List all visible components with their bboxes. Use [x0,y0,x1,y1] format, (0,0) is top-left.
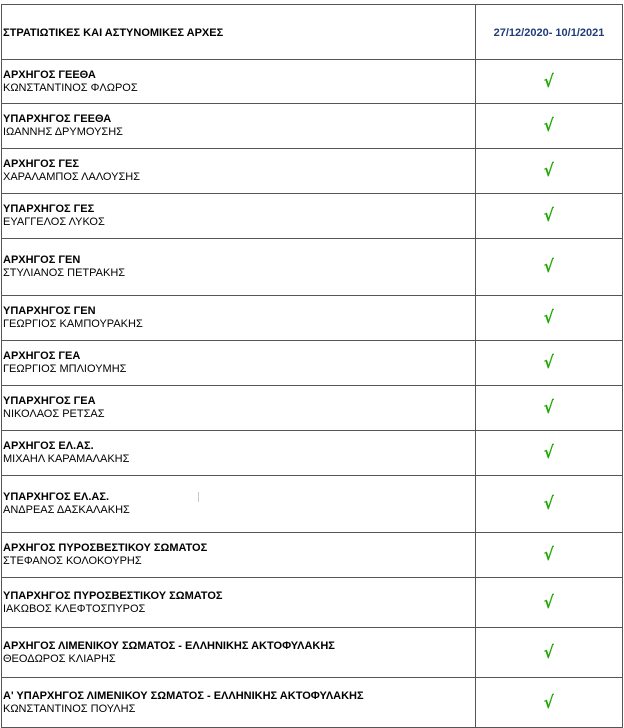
check-cell [476,628,623,678]
header-title: ΣΤΡΑΤΙΩΤΙΚΕΣ ΚΑΙ ΑΣΤΥΝΟΜΙΚΕΣ ΑΡΧΕΣ [3,27,224,39]
check-cell [476,533,623,578]
check-cell [476,386,623,431]
checkmark-icon: √ [543,257,555,277]
table-row [2,296,623,341]
official-cell [2,149,476,194]
official-cell [2,628,476,678]
official-name: ΧΑΡΑΛΑΜΠΟΣ ΛΑΛΟΥΣΗΣ [3,171,141,183]
checkmark-icon: √ [543,692,555,713]
official-rank: ΑΡΧΗΓΟΣ ΓΕΑ [3,350,81,362]
table-row [2,104,623,149]
official-rank: ΥΠΑΡΧΗΓΟΣ ΓΕΝ [3,305,96,317]
official-name: ΝΙΚΟΛΑΟΣ ΡΕΤΣΑΣ [3,408,105,420]
official-name: ΓΕΩΡΓΙΟΣ ΚΑΜΠΟΥΡΑΚΗΣ [3,318,143,330]
checkmark-icon: √ [543,545,555,565]
check-cell [476,149,623,194]
checkmark-icon: √ [543,308,555,328]
official-cell [2,678,476,728]
checkmark-icon: √ [543,116,555,136]
check-cell [476,194,623,239]
table-row [2,678,623,728]
official-rank: ΑΡΧΗΓΟΣ ΕΛ.ΑΣ. [3,440,94,452]
table-row [2,341,623,386]
checkmark-icon: √ [543,161,555,181]
official-rank: ΑΡΧΗΓΟΣ ΓΕΣ [3,158,79,170]
official-cell [2,533,476,578]
officials-table [1,4,623,728]
official-cell [2,431,476,476]
checkmark-icon: √ [543,592,555,613]
text-cursor-icon [198,492,200,502]
table-body [2,5,623,728]
official-name: ΙΑΚΩΒΟΣ ΚΛΕΦΤΟΣΠΥΡΟΣ [3,602,146,615]
check-cell [476,60,623,104]
official-rank: ΑΡΧΗΓΟΣ ΓΕΕΘΑ [3,68,96,81]
header-date-cell [476,5,623,60]
official-cell [2,386,476,431]
check-cell [476,341,623,386]
official-name: ΘΕΟΔΩΡΟΣ ΚΛΙΑΡΗΣ [3,652,116,665]
official-rank: ΥΠΑΡΧΗΓΟΣ ΕΛ.ΑΣ. [3,491,109,503]
official-rank: ΑΡΧΗΓΟΣ ΠΥΡΟΣΒΕΣΤΙΚΟΥ ΣΩΜΑΤΟΣ [3,542,208,554]
table-row [2,533,623,578]
official-rank: ΥΠΑΡΧΗΓΟΣ ΓΕΣ [3,203,95,215]
check-cell [476,296,623,341]
header-title-cell [2,5,476,60]
checkmark-icon: √ [543,398,555,418]
table-row [2,386,623,431]
table-row [2,431,623,476]
check-cell [476,476,623,533]
table-row [2,628,623,678]
official-cell [2,578,476,628]
official-cell [2,341,476,386]
check-cell [476,431,623,476]
table-row [2,578,623,628]
official-name: ΓΕΩΡΓΙΟΣ ΜΠΛΙΟΥΜΗΣ [3,363,127,375]
official-name: ΣΤΕΦΑΝΟΣ ΚΟΛΟΚΟΥΡΗΣ [3,555,142,567]
table-row [2,239,623,296]
official-name: ΚΩΝΣΤΑΝΤΙΝΟΣ ΦΛΩΡΟΣ [3,81,138,94]
official-cell [2,296,476,341]
official-rank: ΥΠΑΡΧΗΓΟΣ ΓΕΑ [3,395,96,407]
check-cell [476,578,623,628]
official-cell [2,239,476,296]
official-name: ΣΤΥΛΙΑΝΟΣ ΠΕΤΡΑΚΗΣ [3,267,126,279]
check-cell [476,239,623,296]
official-rank: Α' ΥΠΑΡΧΗΓΟΣ ΛΙΜΕΝΙΚΟΥ ΣΩΜΑΤΟΣ - ΕΛΛΗΝΙΚΗΣ ΑΚΤΟΦΥΛΑΚΗΣ [3,689,364,702]
checkmark-icon: √ [543,206,555,226]
checkmark-icon: √ [543,71,555,92]
official-name: ΑΝΔΡΕΑΣ ΔΑΣΚΑΛΑΚΗΣ [3,504,130,516]
official-name: ΜΙΧΑΗΛ ΚΑΡΑΜΑΛΑΚΗΣ [3,453,130,465]
checkmark-icon: √ [543,353,555,373]
checkmark-icon: √ [543,443,555,463]
official-name: ΕΥΑΓΓΕΛΟΣ ΛΥΚΟΣ [3,216,105,228]
table-row [2,476,623,533]
official-rank: ΑΡΧΗΓΟΣ ΓΕΝ [3,254,81,266]
checkmark-icon: √ [543,494,555,514]
official-rank: ΥΠΑΡΧΗΓΟΣ ΠΥΡΟΣΒΕΣΤΙΚΟΥ ΣΩΜΑΤΟΣ [3,589,223,602]
official-name: ΚΩΝΣΤΑΝΤΙΝΟΣ ΠΟΥΛΗΣ [3,702,136,715]
official-cell [2,476,476,533]
official-rank: ΥΠΑΡΧΗΓΟΣ ΓΕΕΘΑ [3,113,112,125]
check-cell [476,104,623,149]
official-cell [2,194,476,239]
table-row [2,60,623,104]
official-cell [2,104,476,149]
checkmark-icon: √ [543,642,555,663]
check-cell [476,678,623,728]
table-row [2,194,623,239]
table-row [2,149,623,194]
official-cell [2,60,476,104]
table-header-row [2,5,623,60]
official-name: ΙΩΑΝΝΗΣ ΔΡΥΜΟΥΣΗΣ [3,126,123,138]
official-rank: ΑΡΧΗΓΟΣ ΛΙΜΕΝΙΚΟΥ ΣΩΜΑΤΟΣ - ΕΛΛΗΝΙΚΗΣ ΑΚΤΟΦΥΛΑΚΗΣ [3,639,335,652]
header-date: 27/12/2020- 10/1/2021 [493,27,605,39]
